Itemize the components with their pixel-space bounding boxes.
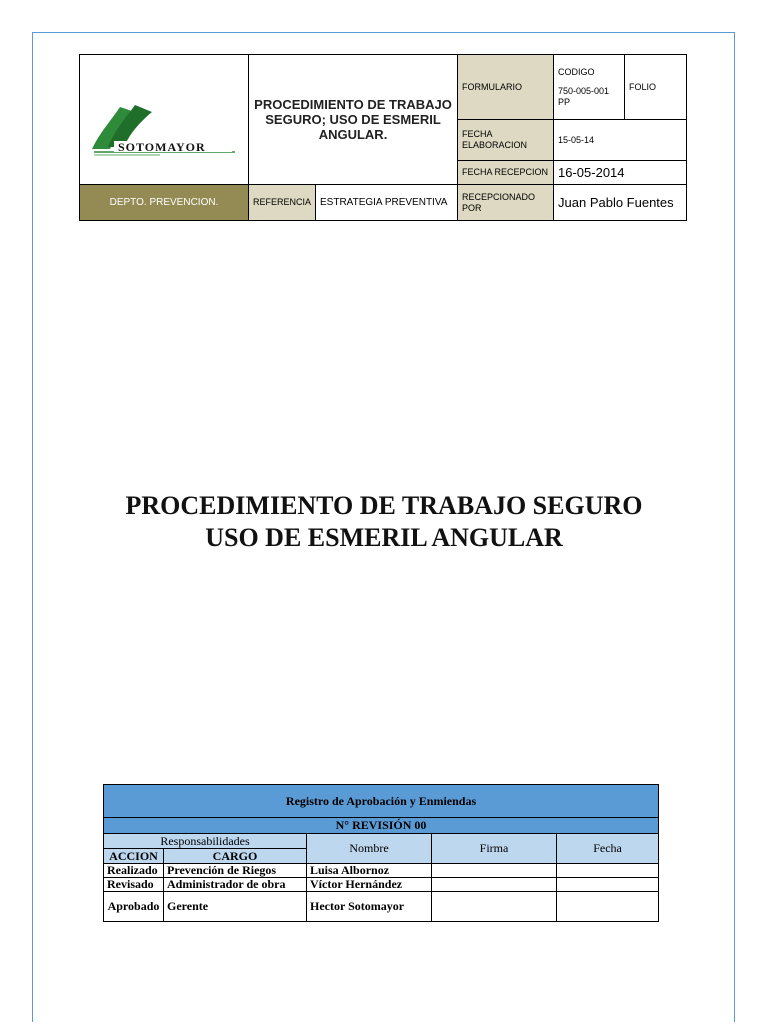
company-logo	[80, 55, 249, 185]
formulario-label: FORMULARIO	[458, 55, 554, 120]
fecha-elaboracion-value: 15-05-14	[554, 120, 687, 161]
firma-header: Firma	[432, 834, 557, 864]
document-title: PROCEDIMIENTO DE TRABAJO SEGURO; USO DE ESMERIL ANGULAR.	[249, 55, 458, 185]
codigo-value: 750-005-001 PP	[558, 85, 610, 107]
main-title-line1: PROCEDIMIENTO DE TRABAJO SEGURO	[125, 491, 643, 520]
row-cargo: Gerente	[164, 892, 307, 922]
row-nombre: Víctor Hernández	[307, 878, 432, 892]
row-accion: Revisado	[104, 878, 164, 892]
fecha-elaboracion-label: FECHA ELABORACION	[458, 120, 554, 161]
codigo-cell	[554, 55, 625, 120]
row-nombre: Luisa Albornoz	[307, 864, 432, 878]
fecha-recepcion-label: FECHA RECEPCION	[458, 161, 554, 185]
recepcionado-label: RECEPCIONADO POR	[458, 185, 554, 221]
row-fecha	[557, 864, 659, 878]
row-firma	[432, 892, 557, 922]
row-cargo: Administrador de obra	[164, 878, 307, 892]
row-nombre: Hector Sotomayor	[307, 892, 432, 922]
table-row	[104, 878, 659, 892]
revision-label: N° REVISIÓN 00	[104, 818, 659, 834]
logo-text: SOTOMAYOR	[118, 140, 206, 154]
row-firma	[432, 864, 557, 878]
row-firma	[432, 878, 557, 892]
referencia-label: REFERENCIA	[249, 185, 316, 221]
fecha-header: Fecha	[557, 834, 659, 864]
cargo-header: CARGO	[164, 849, 307, 864]
recepcionado-value: Juan Pablo Fuentes	[554, 185, 687, 221]
row-accion: Aprobado	[104, 892, 164, 922]
row-accion: Realizado	[104, 864, 164, 878]
referencia-value: ESTRATEGIA PREVENTIVA	[316, 185, 458, 221]
accion-header: ACCION	[104, 849, 164, 864]
row-fecha	[557, 878, 659, 892]
responsabilidades-header: Responsabilidades	[104, 834, 307, 849]
approval-table	[103, 784, 659, 922]
main-title	[40, 490, 728, 554]
row-fecha	[557, 892, 659, 922]
row-cargo: Prevención de Riegos	[164, 864, 307, 878]
approval-title: Registro de Aprobación y Enmiendas	[104, 785, 659, 818]
main-title-line2: USO DE ESMERIL ANGULAR	[205, 523, 563, 552]
header-table	[79, 54, 687, 221]
table-row	[104, 864, 659, 878]
folio-label: FOLIO	[625, 55, 687, 120]
sotomayor-logo-icon	[80, 67, 245, 167]
depto-label: DEPTO. PREVENCION.	[80, 185, 249, 221]
fecha-recepcion-value: 16-05-2014	[554, 161, 687, 185]
table-row	[104, 892, 659, 922]
codigo-label: CODIGO	[558, 66, 595, 77]
nombre-header: Nombre	[307, 834, 432, 864]
